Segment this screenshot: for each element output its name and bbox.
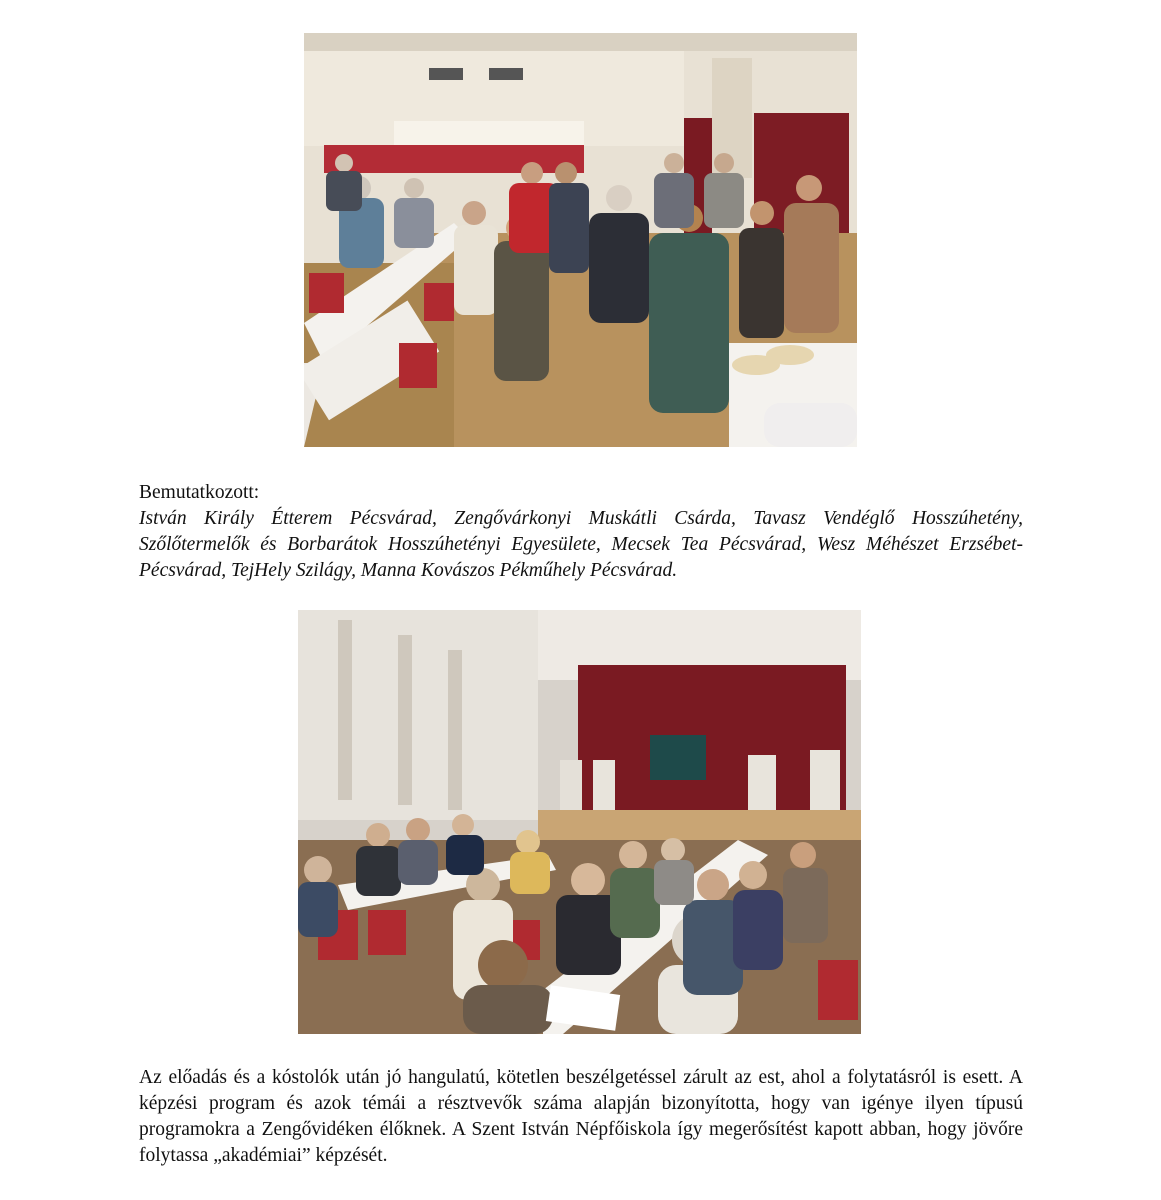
photo-seated-audience xyxy=(298,610,861,1034)
photo-reception-crowd xyxy=(304,33,857,447)
closing-paragraph: Az előadás és a kóstolók után jó hangulatú, kötetlen beszélgetéssel zárult az est, ahol a folytatásról is esett. A képzési program és azok témái a résztvevők száma alapján bizonyította, hogy van igénye ilyen típusú programokra a Zengővidéken élőknek. A Szent István Népfőiskola így megerősítést kapott abban, hogy jövőre folytassa „akadémiai” képzését. xyxy=(139,1067,1023,1166)
photo-reception-illustration xyxy=(304,33,857,447)
photo-audience-illustration xyxy=(298,610,861,1034)
presenters-intro: Bemutatkozott: xyxy=(139,482,260,503)
presenters-paragraph xyxy=(139,480,1023,584)
presenters-list: István Király Étterem Pécsvárad, Zengővárkonyi Muskátli Csárda, Tavasz Vendéglő Hosszúhetény, Szőlőtermelők és Borbarátok Hosszúhetényi Egyesülete, Mecsek Tea Pécsvárad, Wesz Méhészet Erzsébet-Pécsvárad, TejHely Szilágy, Manna Kovászos Pékműhely Pécsvárad. xyxy=(139,508,1023,581)
